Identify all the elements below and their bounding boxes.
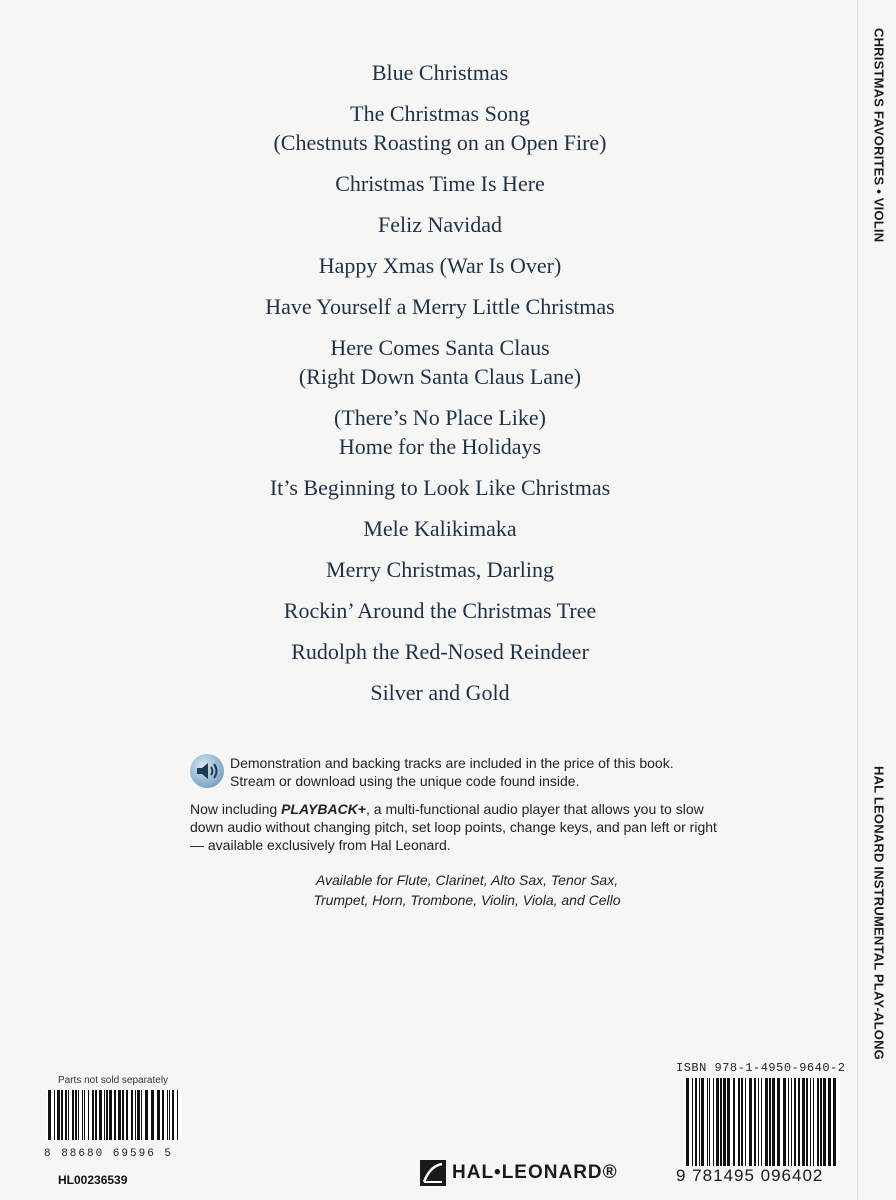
song-title bbox=[200, 514, 680, 543]
song-title-line: Merry Christmas, Darling bbox=[326, 557, 554, 582]
song-title-line: Mele Kalikimaka bbox=[363, 516, 517, 541]
song-title-line: Happy Xmas (War Is Over) bbox=[318, 253, 562, 278]
song-list bbox=[200, 58, 680, 719]
song-title bbox=[200, 403, 680, 461]
hal-leonard-logo-icon bbox=[420, 1160, 446, 1186]
song-title bbox=[200, 292, 680, 321]
song-title bbox=[200, 678, 680, 707]
song-title bbox=[200, 473, 680, 502]
song-title-line: (There’s No Place Like) bbox=[334, 405, 546, 430]
isbn: ISBN 978-1-4950-9640-2 bbox=[676, 1061, 846, 1075]
availability-note bbox=[200, 870, 734, 910]
spine-divider bbox=[857, 0, 858, 1200]
playback-text-suffix: , a multi-functional audio player that allows you to slow down audio without changing pitch, set loop points, change keys, and pan left or right — available exclusively from Hal Leonard. bbox=[190, 801, 717, 853]
song-title-line: (Right Down Santa Claus Lane) bbox=[298, 364, 582, 389]
song-title bbox=[200, 169, 680, 198]
song-title-line: Rockin’ Around the Christmas Tree bbox=[283, 598, 597, 623]
hal-leonard-logo bbox=[420, 1160, 618, 1186]
ean-barcode bbox=[684, 1078, 840, 1166]
ean-number: 9 781495 096402 bbox=[676, 1166, 824, 1185]
song-title-line: Feliz Navidad bbox=[377, 212, 503, 237]
song-title bbox=[200, 58, 680, 87]
upc-number: 8 88680 69596 5 bbox=[44, 1148, 174, 1160]
spine-title: CHRISTMAS FAVORITES • VIOLIN bbox=[871, 28, 887, 243]
speaker-icon bbox=[190, 754, 224, 788]
song-title bbox=[200, 637, 680, 666]
audio-line-1: Demonstration and backing tracks are included in the price of this book. bbox=[230, 755, 674, 771]
song-title-line: Christmas Time Is Here bbox=[335, 171, 545, 196]
song-title-line: Silver and Gold bbox=[370, 680, 510, 705]
audio-info bbox=[190, 754, 730, 854]
song-title-line: Have Yourself a Merry Little Christmas bbox=[265, 294, 615, 319]
song-title-line: Home for the Holidays bbox=[338, 434, 542, 459]
song-title bbox=[200, 555, 680, 584]
song-title-line: The Christmas Song bbox=[350, 101, 530, 126]
song-title-line: Here Comes Santa Claus bbox=[330, 335, 550, 360]
catalog-number: HL00236539 bbox=[58, 1173, 128, 1187]
playback-description bbox=[190, 800, 730, 854]
song-title-line: Rudolph the Red-Nosed Reindeer bbox=[291, 639, 589, 664]
availability-line-1: Available for Flute, Clarinet, Alto Sax, Tenor Sax, bbox=[315, 872, 619, 888]
song-title bbox=[200, 596, 680, 625]
song-title bbox=[200, 251, 680, 280]
hal-leonard-logo-text: HAL•LEONARD® bbox=[452, 1162, 618, 1183]
availability-line-2: Trumpet, Horn, Trombone, Violin, Viola, and Cello bbox=[313, 892, 621, 908]
song-title bbox=[200, 99, 680, 157]
song-title-line: (Chestnuts Roasting on an Open Fire) bbox=[273, 130, 607, 155]
spine-series: HAL LEONARD INSTRUMENTAL PLAY-ALONG bbox=[871, 766, 887, 1060]
song-title-line: It’s Beginning to Look Like Christmas bbox=[269, 475, 611, 500]
playback-text-prefix: Now including bbox=[190, 801, 282, 817]
song-title bbox=[200, 210, 680, 239]
song-title bbox=[200, 333, 680, 391]
upc-barcode bbox=[46, 1090, 182, 1140]
parts-note: Parts not sold separately bbox=[58, 1075, 169, 1086]
audio-line-2: Stream or download using the unique code found inside. bbox=[230, 773, 580, 789]
song-title-line: Blue Christmas bbox=[371, 60, 509, 85]
playback-plus-logo: PLAYBACK+ bbox=[281, 801, 366, 817]
